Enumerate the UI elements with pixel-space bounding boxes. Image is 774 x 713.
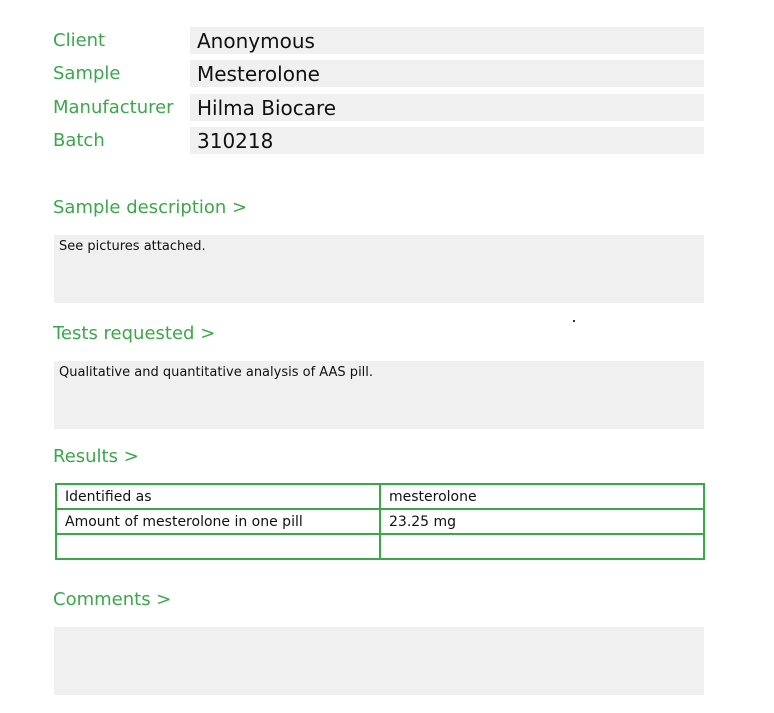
comments-box: [54, 627, 704, 695]
section-title-sample-description: Sample description >: [53, 197, 248, 218]
stray-dot: [573, 320, 575, 322]
result-value: 23.25 mg: [380, 509, 704, 534]
field-label-manufacturer: Manufacturer: [53, 97, 174, 118]
table-row: [56, 534, 704, 559]
sample-description-box: See pictures attached.: [54, 235, 704, 303]
field-label-client: Client: [53, 30, 106, 51]
field-sample: [0, 60, 774, 87]
table-row: [56, 509, 704, 534]
result-value: [380, 534, 704, 559]
section-title-comments: Comments >: [53, 589, 172, 610]
field-label-batch: Batch: [53, 130, 105, 151]
result-label: Amount of mesterolone in one pill: [56, 509, 380, 534]
table-row: [56, 484, 704, 509]
section-title-results: Results >: [53, 446, 139, 467]
field-value-batch: 310218: [190, 127, 704, 154]
section-title-tests-requested: Tests requested >: [53, 323, 216, 344]
field-client: [0, 27, 774, 54]
tests-requested-box: Qualitative and quantitative analysis of AAS pill.: [54, 361, 704, 429]
result-label: [56, 534, 380, 559]
field-value-manufacturer: Hilma Biocare: [190, 94, 704, 121]
field-batch: [0, 127, 774, 154]
result-label: Identified as: [56, 484, 380, 509]
results-table: [55, 483, 705, 560]
field-label-sample: Sample: [53, 63, 121, 84]
field-value-client: Anonymous: [190, 27, 704, 54]
result-value: mesterolone: [380, 484, 704, 509]
field-value-sample: Mesterolone: [190, 60, 704, 87]
field-manufacturer: [0, 94, 774, 121]
